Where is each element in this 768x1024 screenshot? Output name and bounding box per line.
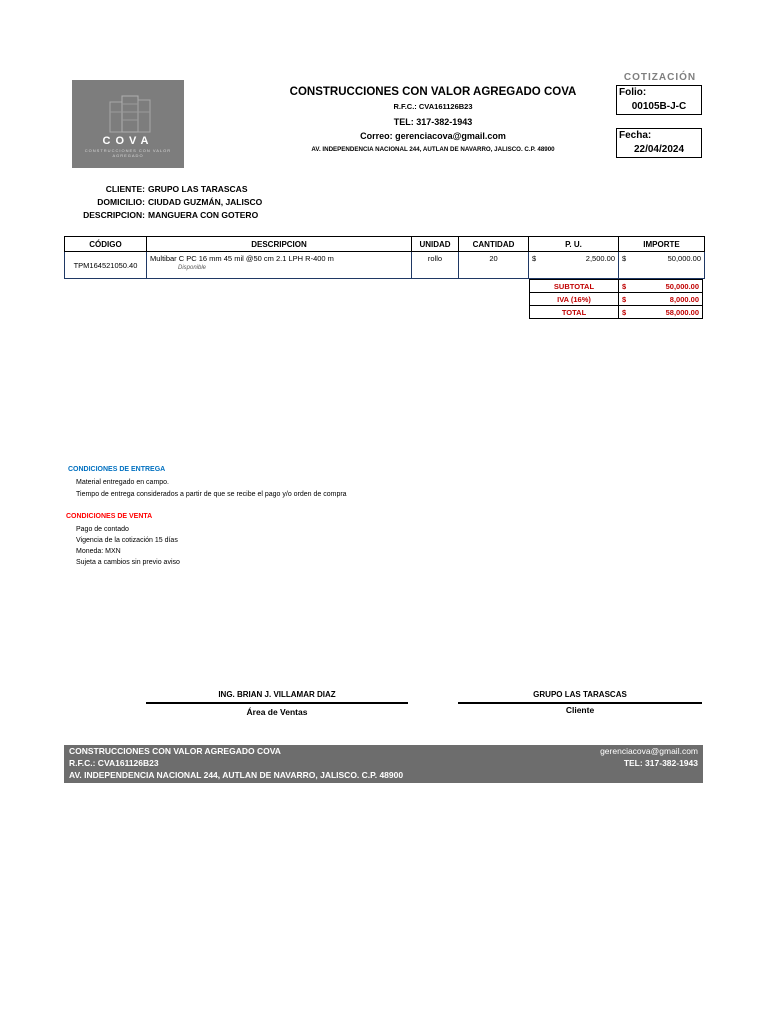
total-row: [530, 306, 703, 319]
company-rfc: R.F.C.: CVA161126B23: [393, 102, 473, 111]
folio-label: Folio:: [619, 87, 647, 98]
entrega-item: Material entregado en campo.: [76, 479, 169, 486]
signature-right-role: Cliente: [565, 705, 595, 715]
table-header-row: [65, 237, 705, 252]
cell-pu: [529, 252, 619, 279]
venta-item: Sujeta a cambios sin previo aviso: [76, 559, 180, 566]
folio-value: 00105B-J-C: [631, 101, 687, 112]
fecha-value: 22/04/2024: [633, 144, 685, 155]
item-description: Multibar C PC 16 mm 45 mil @50 cm 2.1 LPH R-400 m: [150, 254, 334, 263]
company-name: CONSTRUCCIONES CON VALOR AGREGADO COVA: [289, 86, 577, 98]
header-codigo: CÓDIGO: [65, 237, 147, 252]
company-logo: [72, 80, 184, 168]
total-value: 58,000.00: [665, 307, 699, 317]
cell-unidad: rollo: [412, 252, 459, 279]
totals-table: [529, 279, 703, 319]
company-email: Correo: gerenciacova@gmail.com: [360, 131, 506, 141]
subtotal-cell: [619, 280, 703, 293]
currency-symbol: $: [532, 254, 537, 263]
currency-symbol: $: [622, 254, 627, 263]
venta-item: Pago de contado: [76, 526, 129, 533]
entrega-item: Tiempo de entrega considerados a partir de que se recibe el pago y/o orden de compra: [76, 491, 347, 498]
iva-cell: [619, 293, 703, 306]
cell-descripcion: [147, 252, 412, 279]
cliente-label: CLIENTE:: [105, 184, 145, 194]
company-phone: TEL: 317-382-1943: [393, 117, 473, 127]
currency-symbol: $: [622, 281, 627, 291]
entrega-title: CONDICIONES DE ENTREGA: [68, 466, 166, 473]
footer-phone: TEL: 317-382-1943: [623, 758, 698, 768]
subtotal-label: SUBTOTAL: [530, 280, 619, 293]
fecha-label: Fecha:: [619, 130, 652, 141]
footer-email: gerenciacova@gmail.com: [600, 746, 698, 756]
pu-value: 2,500.00: [585, 254, 615, 263]
header-unidad: UNIDAD: [412, 237, 459, 252]
availability-note: Disponible: [178, 265, 207, 271]
footer-rfc: R.F.C.: CVA161126B23: [69, 758, 159, 768]
folio-box: [616, 85, 702, 115]
venta-item: Moneda: MXN: [76, 548, 121, 555]
header-importe: IMPORTE: [619, 237, 705, 252]
subtotal-value: 50,000.00: [665, 281, 699, 291]
logo-subtext: CONSTRUCCIONES CON VALOR AGREGADO: [84, 148, 172, 158]
signature-left-line: [146, 702, 408, 704]
iva-row: [530, 293, 703, 306]
iva-value: 8,000.00: [669, 294, 699, 304]
footer-address: AV. INDEPENDENCIA NACIONAL 244, AUTLAN DE NAVARRO, JALISCO. C.P. 48900: [69, 770, 404, 780]
venta-item: Vigencia de la cotización 15 días: [76, 537, 178, 544]
subtotal-row: [530, 280, 703, 293]
iva-label: IVA (16%): [530, 293, 619, 306]
currency-symbol: $: [622, 294, 627, 304]
logo-text: COVA: [102, 135, 154, 147]
total-label: TOTAL: [530, 306, 619, 319]
descripcion-value: MANGUERA CON GOTERO: [148, 210, 259, 220]
cell-importe: [619, 252, 705, 279]
total-cell: [619, 306, 703, 319]
footer-company: CONSTRUCCIONES CON VALOR AGREGADO COVA: [69, 746, 281, 756]
currency-symbol: $: [622, 307, 627, 317]
fecha-box: [616, 128, 702, 158]
signature-right-line: [458, 702, 702, 704]
items-table: [64, 236, 705, 279]
footer-bar: [64, 745, 703, 783]
table-row: [65, 252, 705, 279]
domicilio-value: CIUDAD GUZMÁN, JALISCO: [148, 197, 263, 207]
signature-left-name: ING. BRIAN J. VILLAMAR DIAZ: [218, 690, 336, 699]
descripcion-label: DESCRIPCION:: [83, 210, 145, 220]
document-type: COTIZACIÓN: [623, 72, 697, 83]
header-descripcion: DESCRIPCION: [147, 237, 412, 252]
cliente-value: GRUPO LAS TARASCAS: [148, 184, 248, 194]
company-address: AV. INDEPENDENCIA NACIONAL 244, AUTLAN DE NAVARRO, JALISCO. C.P. 48900: [311, 146, 555, 153]
importe-value: 50,000.00: [667, 254, 701, 263]
signature-left-role: Área de Ventas: [246, 707, 308, 717]
header-cantidad: CANTIDAD: [459, 237, 529, 252]
domicilio-label: DOMICILIO:: [97, 197, 145, 207]
signature-right-name: GRUPO LAS TARASCAS: [533, 690, 627, 699]
venta-title: CONDICIONES DE VENTA: [66, 513, 153, 520]
cell-cantidad: 20: [459, 252, 529, 279]
cell-codigo: TPM164521050.40: [65, 252, 147, 279]
header-pu: P. U.: [529, 237, 619, 252]
